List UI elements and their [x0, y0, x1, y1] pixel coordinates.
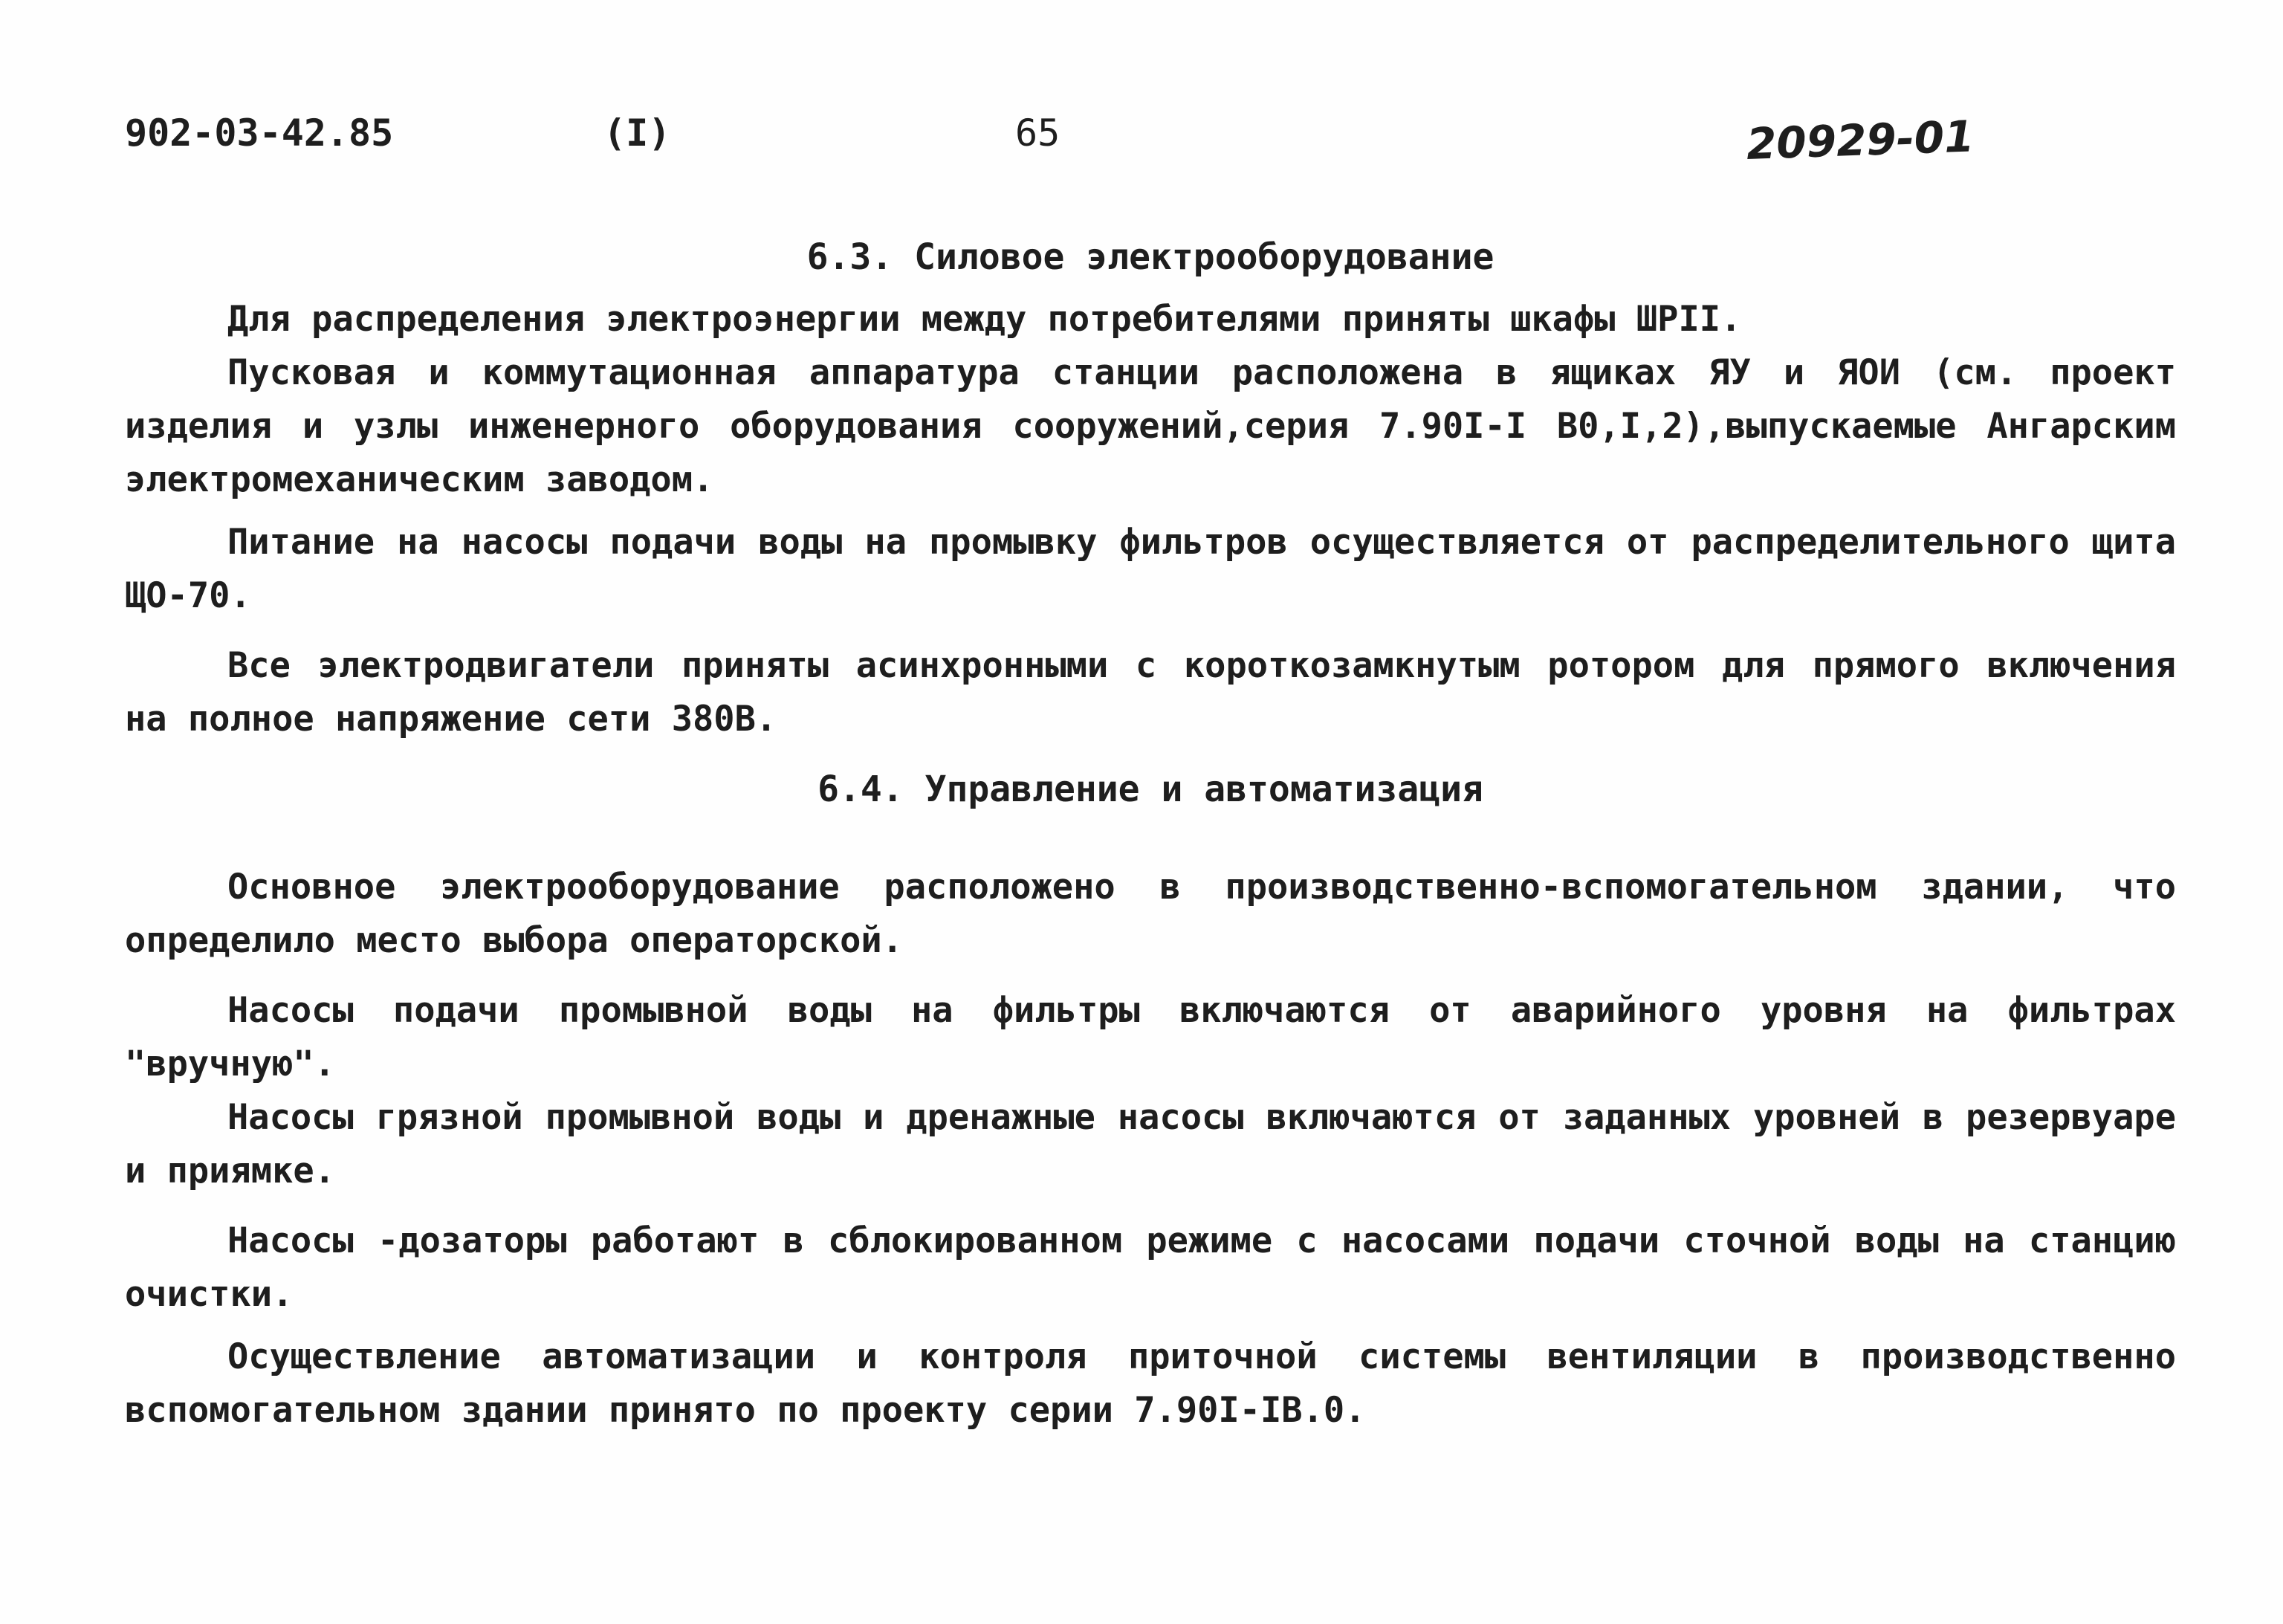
- paragraph: Насосы -дозаторы работают в сблокированном режиме с насосами подачи сточной воды на станцию очистки.: [125, 1220, 2176, 1315]
- paragraph: Основное электрооборудование расположено в производственно-вспомогательном здании, что определило место выбора операторской.: [125, 867, 2176, 961]
- paragraph: Насосы грязной промывной воды и дренажные насосы включаются от заданных уровней в резервуаре и приямке.: [125, 1097, 2176, 1191]
- paragraph: Все электродвигатели приняты асинхронными с короткозамкнутым ротором для прямого включения на полное напряжение сети 380В.: [125, 645, 2176, 740]
- inventory-number: 20929-01: [1745, 111, 1975, 169]
- section-heading-6-3: 6.3. Силовое электрооборудование: [806, 236, 1495, 278]
- paragraph: Насосы подачи промывной воды на фильтры включаются от аварийного уровня на фильтрах "вручную".: [125, 990, 2176, 1084]
- paragraph: Пусковая и коммутационная аппаратура станции расположена в ящиках ЯУ и ЯОИ (см. проект изделия и узлы инженерного оборудования сооружений,серия 7.90I-I В0,I,2),выпускаемые Ангарским электромеханическим заводом.: [125, 352, 2176, 500]
- paragraph: Для распределения электроэнергии между потребителями приняты шкафы ШРII.: [227, 299, 1742, 340]
- document-body: [125, 230, 2176, 1437]
- paragraph: Питание на насосы подачи воды на промывку фильтров осуществляется от распределительного щита ЩО-70.: [125, 522, 2176, 616]
- paragraph: Осуществление автоматизации и контроля приточной системы вентиляции в производственно вспомогательном здании принято по проекту серии 7.90I-IВ.0.: [125, 1336, 2176, 1431]
- sheet-label: (I): [603, 111, 671, 155]
- section-heading-6-4: 6.4. Управление и автоматизация: [817, 769, 1483, 810]
- page-number: 65: [1015, 111, 1060, 155]
- document-code: 902-03-42.85: [125, 111, 394, 155]
